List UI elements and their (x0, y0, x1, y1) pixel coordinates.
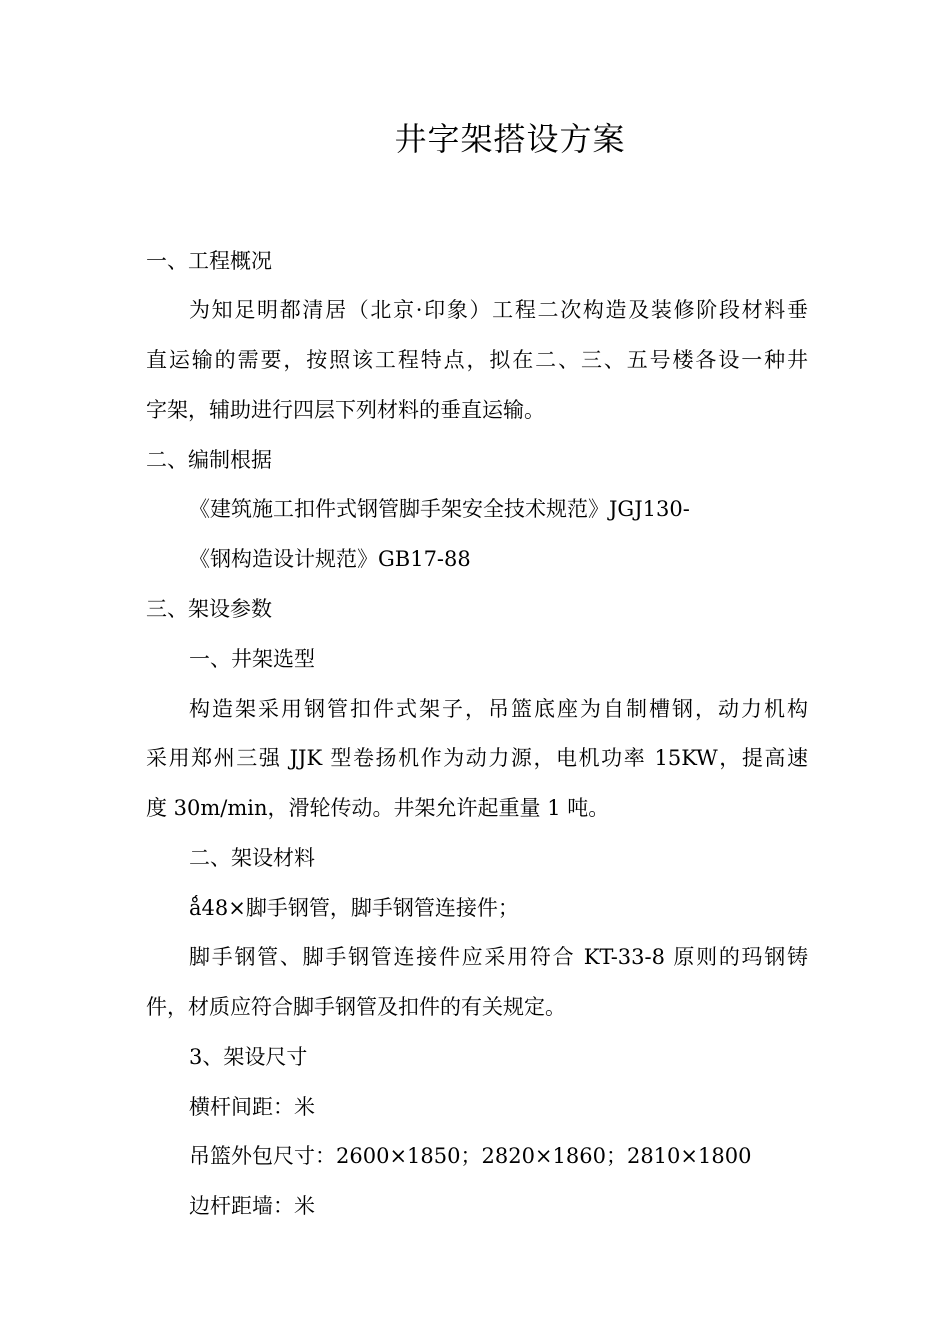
paragraph-line: 脚手钢管、脚手钢管连接件应采用符合 KT-33-8 原则的玛钢铸 (189, 945, 808, 969)
paragraph-line: 件，材质应符合脚手钢管及扣件的有关规定。 (146, 995, 566, 1019)
subsection-heading: 二、架设材料 (189, 846, 315, 870)
document-title: 井字架搭设方案 (394, 120, 626, 158)
paragraph-line: 为知足明都清居（北京·印象）工程二次构造及装修阶段材料垂 (189, 298, 808, 322)
paragraph-line: 度 30m/min，滑轮传动。井架允许起重量 1 吨。 (146, 796, 610, 820)
section-heading-overview: 一、工程概况 (146, 249, 272, 273)
reference-line: 《建筑施工扣件式钢管脚手架安全技术规范》JGJ130- (189, 497, 690, 521)
paragraph-line: 字架，辅助进行四层下列材料的垂直运输。 (146, 398, 545, 422)
paragraph-line: ǻ48×脚手钢管，脚手钢管连接件； (189, 896, 519, 920)
paragraph-line: 边杆距墙：米 (189, 1194, 315, 1218)
paragraph-line: 吊篮外包尺寸：2600×1850；2820×1860；2810×1800 (189, 1144, 752, 1168)
paragraph-line: 直运输的需要，按照该工程特点，拟在二、三、五号楼各设一种井 (146, 348, 808, 372)
section-heading-basis: 二、编制根据 (146, 448, 272, 472)
section-heading-parameters: 三、架设参数 (146, 597, 272, 621)
paragraph-line: 构造架采用钢管扣件式架子，吊篮底座为自制槽钢，动力机构 (189, 697, 808, 721)
reference-line: 《钢构造设计规范》GB17-88 (189, 547, 471, 571)
subsection-heading: 一、井架选型 (189, 647, 315, 671)
subsection-heading: 3、架设尺寸 (189, 1045, 308, 1069)
paragraph-line: 横杆间距：米 (189, 1095, 315, 1119)
paragraph-line: 采用郑州三强 JJK 型卷扬机作为动力源，电机功率 15KW，提高速 (146, 746, 808, 770)
